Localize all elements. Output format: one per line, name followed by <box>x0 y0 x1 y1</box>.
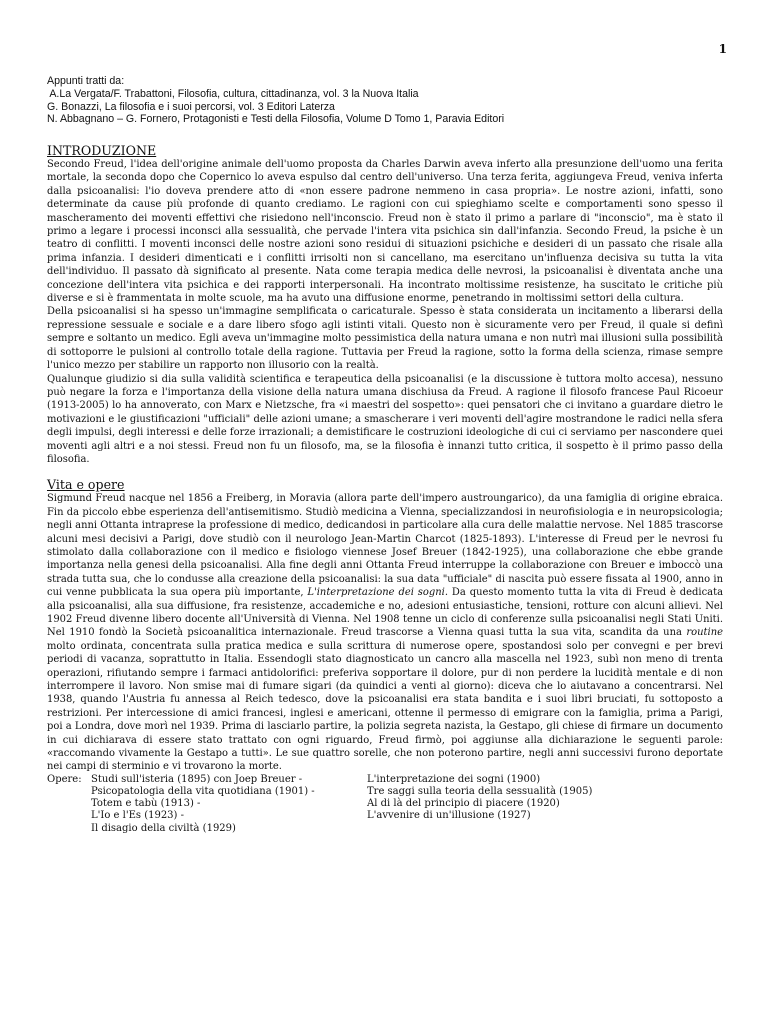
work-item: Psicopatologia della vita quotidiana (1901) - <box>91 786 315 798</box>
opere-left-column <box>91 774 371 835</box>
opere-list <box>47 774 723 846</box>
intro-paragraph-1: Secondo Freud, l'idea dell'origine animale dell'uomo proposta da Charles Darwin aveva inferto alla presunzione dell'uomo una ferita mortale, la seconda dopo che Copernico lo aveva espulso dal centro dell'universo. Una terza ferita, aggiungeva Freud, veniva inferta dalla psicoanalisi: l'io doveva prendere atto di «non essere padrone nemmeno in casa propria». Le nostre azioni, infatti, sono determinate da cause più profonde di quanto crediamo. Le ragioni con cui spieghiamo scelte e comportamenti sono spesso il mascheramento dei moventi effettivi che risiedono nell'inconscio. Freud non è stato il primo a parlare di "inconscio", ma è stato il primo a legare i processi inconsci alla sessualità, che pervade l'intera vita psichica sin dall'infanzia. Secondo Freud, la psiche è un teatro di conflitti. I moventi inconsci delle nostre azioni sono residui di situazioni psichiche e desideri di un passato che risale alla prima infanzia. I desideri dimenticati e i conflitti irrisolti non si cancellano, ma esercitano un'influenza decisiva su tutta la vita dell'individuo. Il passato dà significato al presente. Nata come terapia medica delle nevrosi, la psicoanalisi è diventata anche una concezione dell'intera vita psichica e dei rapporti interpersonali. Ha incontrato moltissime resistenze, ha suscitato le critiche più diverse e si è frammentata in molte scuole, ma ha avuto una diffusione enorme, penetrando in moltissimi settori della cultura. <box>47 159 723 305</box>
introduzione-heading: INTRODUZIONE <box>47 143 157 158</box>
work-item: Totem e tabù (1913) - <box>91 798 201 810</box>
work-item: Al di là del principio di piacere (1920) <box>367 798 560 810</box>
source-line: G. Bonazzi, La filosofia e i suoi percorsi, vol. 3 Editori Laterza <box>47 100 335 113</box>
vita-text-after: molto ordinata, concentrata sulla pratica medica e sulla scrittura di numerose opere, spostandosi solo per convegni e per brevi periodi di vacanza, soprattutto in Italia. Essendogli stato diagnosticato un cancro alla mascella nel 1923, subì non meno di trenta operazioni, rifiutando sempre i farmaci antidolorifici: preferiva sopportare il dolore, pur di non perdere la lucidità mentale e di non interrompere il lavoro. Non smise mai di fumare sigari (da quindici a venti al giorno): diceva che lo aiutavano a concentrarsi. Nel 1938, quando l'Austria fu annessa al Reich tedesco, dove la psicoanalisi era stata bandita e i suoi libri bruciati, fu sottoposto a restrizioni. Per intercessione di amici francesi, inglesi e americani, ottenne il permesso di emigrare con la famiglia, prima a Parigi, poi a Londra, dove morì nel 1939. Prima di lasciarlo partire, la polizia segreta nazista, la Gestapo, gli chiese di firmare un documento in cui dichiarava di essere stato trattato con ogni riguardo, Freud firmò, poi aggiunse alla dichiarazione le seguenti parole: «raccomando vivamente la Gestapo a tutti». Le sue quattro sorelle, che non poterono partire, negli anni successivi furono deportate nei campi di sterminio e vi trovarono la morte. <box>47 640 723 773</box>
work-item: L'Io e l'Es (1923) - <box>91 810 185 822</box>
sources-intro: Appunti tratti da: <box>47 75 125 87</box>
work-item: L'interpretazione dei sogni (1900) <box>367 773 541 785</box>
opere-right-column <box>367 774 687 823</box>
source-line: N. Abbagnano – G. Fornero, Protagonisti e Testi della Filosofia, Volume D Tomo 1, Paravia Editori <box>47 113 505 126</box>
work-item: L'avvenire di un'illusione (1927) <box>367 810 531 822</box>
vita-paragraph <box>47 492 723 774</box>
opere-label: Opere: <box>47 773 82 785</box>
work-item: Studi sull'isteria (1895) con Joep Breuer - <box>91 773 303 785</box>
vita-text-middle: Da questo momento tutta la vita di Freud è dedicata alla psicoanalisi, alla sua diffusione, fra resistenze, accademiche e no, adesioni entusiastiche, tensioni, rotture con alcuni allievi. Nel 1902 Freud divenne libero docente all'Università di Vienna. Nel 1908 tenne un ciclo di conferenze sulla psicoanalisi negli Stati Uniti. Nel 1910 fondò la Società psicoanalitica internazionale. Freud trascorse a Vienna quasi tutta la sua vita, scandita da una <box>47 587 723 639</box>
sources-block <box>47 75 727 126</box>
intro-paragraph-3: Qualunque giudizio si dia sulla validità scientifica e terapeutica della psicoanalisi (e la discussione è tuttora molto accesa), nessuno può negare la forza e l'importanza della visione della natura umana dischiusa da Freud. A ragione il filosofo francese Paul Ricoeur (1913-2005) lo ha annoverato, con Marx e Nietzsche, fra «i maestri del sospetto»: quei pensatori che ci invitano a guardare dietro le motivazioni e le giustificazioni "ufficiali" delle azioni umane; a smascherare i veri moventi dell'agire mostrandone le radici nella sfera degli impulsi, degli interessi e delle forze irrazionali; a demistificare le costruzioni ideologiche di cui ci serviamo per nascondere quei moventi agli altri e a noi stessi. Freud non fu un filosofo, ma, se la filosofia è innanzi tutto critica, il sospetto è il primo passo della filosofia. <box>47 373 723 465</box>
intro-paragraph-2: Della psicoanalisi si ha spesso un'immagine semplificata o caricaturale. Spesso è stata considerata un incitamento a liberarsi della repressione sessuale e sociale e a dare libero sfogo agli istinti vitali. Questo non è sicuramente vero per Freud, il quale si definì sempre e soltanto un medico. Egli aveva un'immagine molto pessimistica della natura umana e non nutrì mai illusioni sulla possibilità di sottoporre le pulsioni al controllo totale della ragione. Tuttavia per Freud la ragione, sotto la forma della scienza, rimase sempre l'unico mezzo per stabilire un rapporto non illusorio con la realtà. <box>47 306 723 372</box>
vita-text-before: Sigmund Freud nacque nel 1856 a Freiberg, in Moravia (allora parte dell'impero austroungarico), da una famiglia di origine ebraica. Fin da piccolo ebbe esperienza dell'antisemitismo. Studiò medicina a Vienna, specializzandosi in neurofisiologia e in neuropsicologia; negli anni Ottanta intraprese la professione di medico, dedicandosi in particolare alla cura delle malattie nervose. Nel 1885 trascorse alcuni mesi decisivi a Parigi, dove studiò con il neurologo Jean-Martin Charcot (1825-1893). L'interesse di Freud per le nevrosi fu stimolato dalla collaborazione con il medico e fisiologo viennese Josef Breuer (1842-1925), una collaborazione che ebbe grande importanza nella genesi della psicoanalisi. Alla fine degli anni Ottanta Freud interruppe la collaborazione con Breuer e imboccò una strada tutta sua, che lo condusse alla creazione della psicoanalisi: la sua data "ufficiale" di nascita può essere fissata al 1900, anno in cui venne pubblicata la sua opera più importante, <box>47 493 723 599</box>
vita-opere-heading: Vita e opere <box>47 477 125 493</box>
document-body <box>47 144 723 846</box>
page-number: 1 <box>718 42 727 56</box>
vita-italic-routine: routine <box>686 627 723 639</box>
work-item: Tre saggi sulla teoria della sessualità (1905) <box>367 786 593 798</box>
work-item: Il disagio della civiltà (1929) <box>91 822 236 834</box>
source-line: A.La Vergata/F. Trabattoni, Filosofia, cultura, cittadinanza, vol. 3 la Nuova Italia <box>47 87 419 100</box>
vita-italic-title: L'interpretazione dei sogni. <box>307 587 448 599</box>
